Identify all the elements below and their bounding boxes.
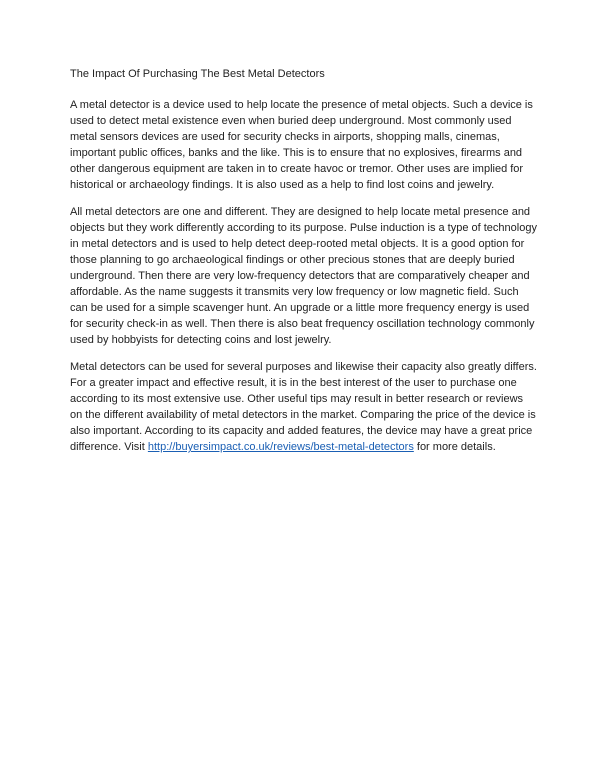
document-body: [70, 66, 538, 466]
paragraph-types-text: All metal detectors are one and different. They are designed to help locate metal presence and objects but they work differently according to its purpose. Pulse induction is a type of technology in metal detectors and is used to help detect deep-rooted metal objects. It is a good option for those planning to go archaeological findings or other precious stones that are deeply buried underground. Then there are very low-frequency detectors that are comparatively cheaper and affordable. As the name suggests it transmits very low frequency or low magnetic field. Such can be used for a simple scavenger hunt. An upgrade or a little more frequency energy is used for security check-in as well. Then there is also beat frequency oscillation technology commonly used by hobbyists for detecting coins and lost jewelry.: [70, 206, 537, 346]
document-title: The Impact Of Purchasing The Best Metal Detectors: [70, 68, 325, 80]
paragraph-purchase-text: Metal detectors can be used for several purposes and likewise their capacity also greatly differs. For a greater impact and effective result, it is in the best interest of the user to purchase one according to its most extensive use. Other useful tips may result in better research or reviews on the different availability of metal detectors in the market. Comparing the price of the device is also important. According to its capacity and added features, the device may have a great price difference. Visit: [70, 361, 537, 453]
paragraph-intro-text: A metal detector is a device used to help locate the presence of metal objects. Such a device is used to detect metal existence even when buried deep underground. Most commonly used metal sensors devices are used for security checks in airports, shopping malls, cinemas, important public offices, banks and the like. This is to ensure that no explosives, firearms and other dangerous equipment are taken in to create havoc or tremor. Other uses are implied for historical or archaeology findings. It is also used as a help to find lost coins and jewelry.: [70, 99, 533, 191]
link-suffix-text: for more details.: [413, 441, 496, 453]
paragraph-purchase: [70, 359, 538, 455]
paragraph-types: [70, 204, 538, 348]
buyersimpact-link[interactable]: http://buyersimpact.co.uk/reviews/best-metal-detectors: [147, 441, 414, 453]
paragraph-intro: [70, 97, 538, 193]
